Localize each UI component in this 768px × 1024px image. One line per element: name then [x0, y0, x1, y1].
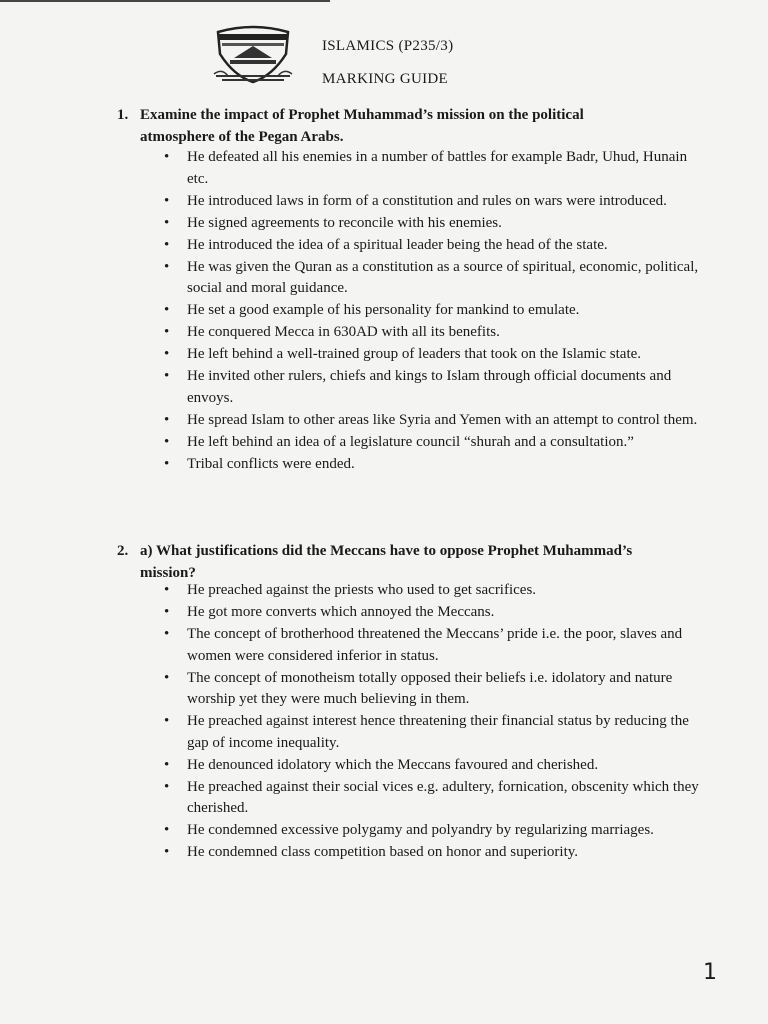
list-item: • He left behind an idea of a legislature council “shurah and a consultation.”: [162, 432, 702, 454]
list-item: • He invited other rulers, chiefs and kings to Islam through official documents and envoys.: [162, 366, 702, 409]
top-rule: [0, 0, 330, 2]
list-item: • He introduced laws in form of a constitution and rules on wars were introduced.: [162, 191, 702, 213]
list-item: • He was given the Quran as a constitution as a source of spiritual, economic, political, social and moral guidance.: [162, 257, 702, 300]
list-item: • He spread Islam to other areas like Syria and Yemen with an attempt to control them.: [162, 410, 702, 432]
list-item: • He introduced the idea of a spiritual leader being the head of the state.: [162, 235, 702, 257]
list-item: • The concept of monotheism totally opposed their beliefs i.e. idolatory and nature worship yet they were much believing in them.: [162, 668, 702, 711]
question-text-continued: mission?: [140, 565, 196, 581]
list-item: • He preached against interest hence threatening their financial status by reducing the gap of income inequality.: [162, 711, 702, 754]
document-subtitle: MARKING GUIDE: [322, 71, 448, 87]
list-item: • He preached against their social vices e.g. adultery, fornication, obscenity which they cherished.: [162, 777, 702, 820]
question-number: 1.: [117, 107, 129, 123]
question-text: a) What justifications did the Meccans have to oppose Prophet Muhammad’s: [140, 543, 633, 559]
question-2-heading: [117, 540, 717, 584]
list-item: • He conquered Mecca in 630AD with all its benefits.: [162, 322, 702, 344]
list-item: • He left behind a well-trained group of leaders that took on the Islamic state.: [162, 344, 702, 366]
list-item: • He condemned excessive polygamy and polyandry by regularizing marriages.: [162, 820, 702, 842]
list-item: • The concept of brotherhood threatened the Meccans’ pride i.e. the poor, slaves and women were considered inferior in status.: [162, 624, 702, 667]
list-item: • He denounced idolatory which the Meccans favoured and cherished.: [162, 755, 702, 777]
list-item: • He defeated all his enemies in a number of battles for example Badr, Uhud, Hunain etc.: [162, 147, 702, 190]
list-item: • He got more converts which annoyed the Meccans.: [162, 602, 702, 624]
document-title: ISLAMICS (P235/3): [322, 38, 454, 54]
list-item: • Tribal conflicts were ended.: [162, 454, 702, 476]
question-number: 2.: [117, 543, 129, 559]
question-2-answer-list: [162, 580, 702, 864]
question-1-answer-list: [162, 147, 702, 476]
list-item: • He preached against the priests who used to get sacrifices.: [162, 580, 702, 602]
school-crest-logo: [212, 18, 294, 86]
page-number: 1: [703, 960, 717, 985]
question-text: Examine the impact of Prophet Muhammad’s mission on the political: [140, 107, 584, 123]
list-item: • He signed agreements to reconcile with his enemies.: [162, 213, 702, 235]
list-item: • He condemned class competition based on honor and superiority.: [162, 842, 702, 864]
list-item: • He set a good example of his personality for mankind to emulate.: [162, 300, 702, 322]
question-1-heading: [117, 104, 717, 148]
question-text-continued: atmosphere of the Pegan Arabs.: [140, 129, 344, 145]
